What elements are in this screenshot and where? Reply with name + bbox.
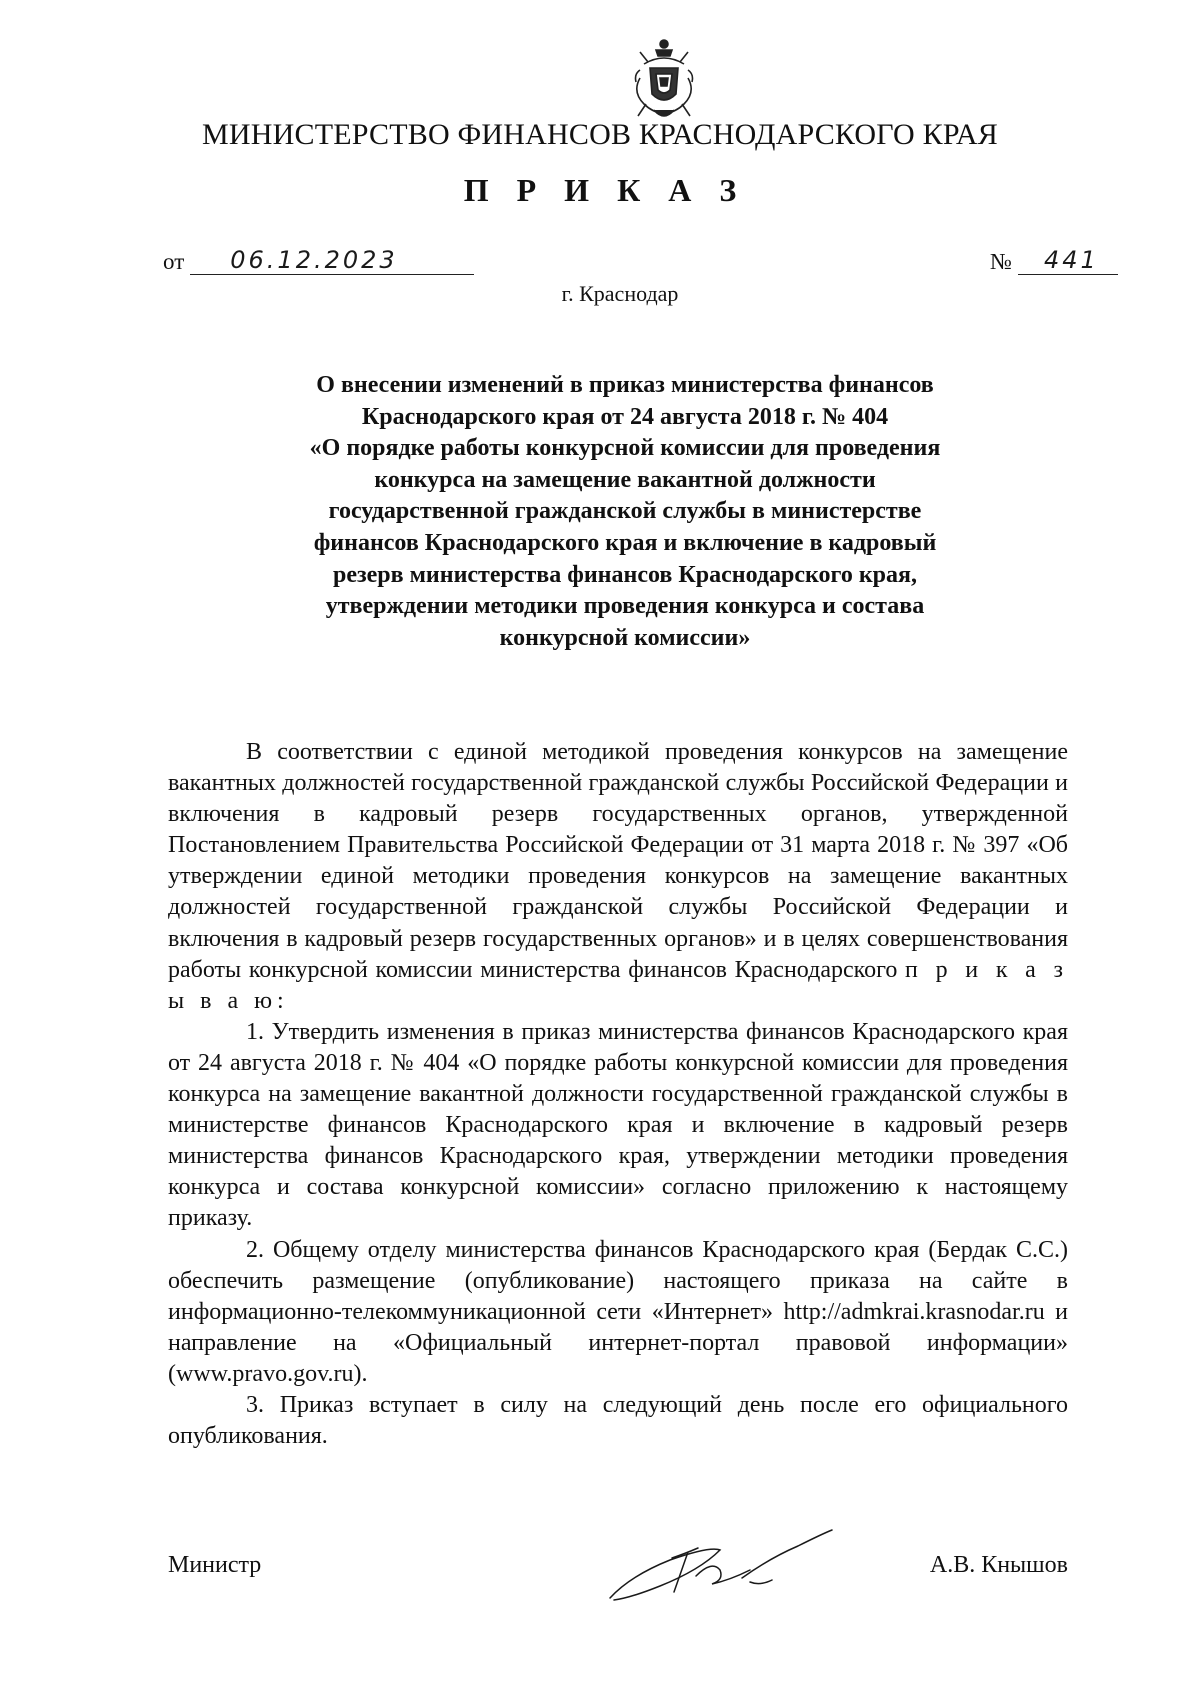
subject-line: резерв министерства финансов Краснодарского края, bbox=[332, 561, 918, 588]
subject-line: финансов Краснодарского края и включение в кадровый bbox=[313, 529, 937, 556]
order-item-3: 3. Приказ вступает в силу на следующий день после его официального опубликования. bbox=[168, 1391, 1068, 1450]
subject-line: конкурсной комиссии» bbox=[499, 624, 751, 651]
preamble-paragraph bbox=[168, 737, 1068, 1017]
preamble-text: В соответствии с единой методикой проведения конкурсов на замещение вакантных должностей государственной гражданской службы Российской Федерации и включения в кадровый резерв государственных органов, утвержденной Постановлением Правительства Российской Федерации от 31 марта 2018 г. № 397 «Об утверждении единой методики проведения конкурсов на замещение вакантных должностей государственной гражданской службы Российской Федерации и включения в кадровый резерв государственных органов» и в целях совершенствования работы конкурсной комиссии министерства финансов Краснодарского bbox=[168, 739, 1068, 983]
date-line bbox=[190, 244, 474, 275]
preamble-action: п р и к а з ы в а ю: bbox=[168, 956, 1069, 1014]
signature-block bbox=[168, 1532, 1068, 1622]
handwritten-signature bbox=[600, 1520, 840, 1610]
date-field bbox=[163, 244, 474, 275]
subject-line: государственной гражданской службы в министерстве bbox=[328, 498, 922, 525]
document-body bbox=[168, 737, 1068, 1452]
city-label: г. Краснодар bbox=[561, 281, 679, 306]
date-prefix: от bbox=[163, 249, 185, 274]
subject-line: конкурса на замещение вакантной должности bbox=[374, 466, 876, 493]
number-line bbox=[1018, 244, 1118, 275]
subject-line: Краснодарского края от 24 августа 2018 г. № 404 bbox=[361, 403, 889, 430]
order-item-1: 1. Утвердить изменения в приказ министерства финансов Краснодарского края от 24 августа 2018 г. № 404 «О порядке работы конкурсной комиссии для проведения конкурса на замещение вакантной должности государственной гражданской службы в министерстве финансов Краснодарского края и включение в кадровый резерв министерства финансов Краснодарского края, утверждении методики проведения конкурса и состава конкурсной комиссии» согласно приложению к настоящему приказу. bbox=[168, 1018, 1068, 1232]
order-item-2: 2. Общему отделу министерства финансов Краснодарского края (Бердак С.С.) обеспечить размещение (опубликование) настоящего приказа на сайте в информационно-телекоммуникационной сети «Интернет» http://admkrai.krasnodar.ru и направление на «Официальный интернет-портал правовой информации» (www.pravo.gov.ru). bbox=[168, 1236, 1068, 1387]
ministry-name: МИНИСТЕРСТВО ФИНАНСОВ КРАСНОДАРСКОГО КРАЯ bbox=[202, 118, 998, 151]
date-value: 06.12.2023 bbox=[230, 246, 398, 274]
number-value: 441 bbox=[1043, 246, 1099, 274]
subject-line: О внесении изменений в приказ министерства финансов bbox=[316, 372, 934, 398]
number-field bbox=[990, 244, 1118, 275]
signatory-title: Министр bbox=[168, 1552, 262, 1578]
number-prefix: № bbox=[990, 249, 1012, 274]
subject-line: «О порядке работы конкурсной комиссии для проведения bbox=[309, 435, 941, 462]
subject-line: утверждении методики проведения конкурса и состава bbox=[325, 593, 925, 620]
subject-heading bbox=[230, 370, 1020, 654]
document-type-title: П Р И К А З bbox=[463, 172, 747, 208]
signatory-name: А.В. Кнышов bbox=[929, 1552, 1068, 1578]
coat-of-arms-icon bbox=[626, 34, 702, 124]
